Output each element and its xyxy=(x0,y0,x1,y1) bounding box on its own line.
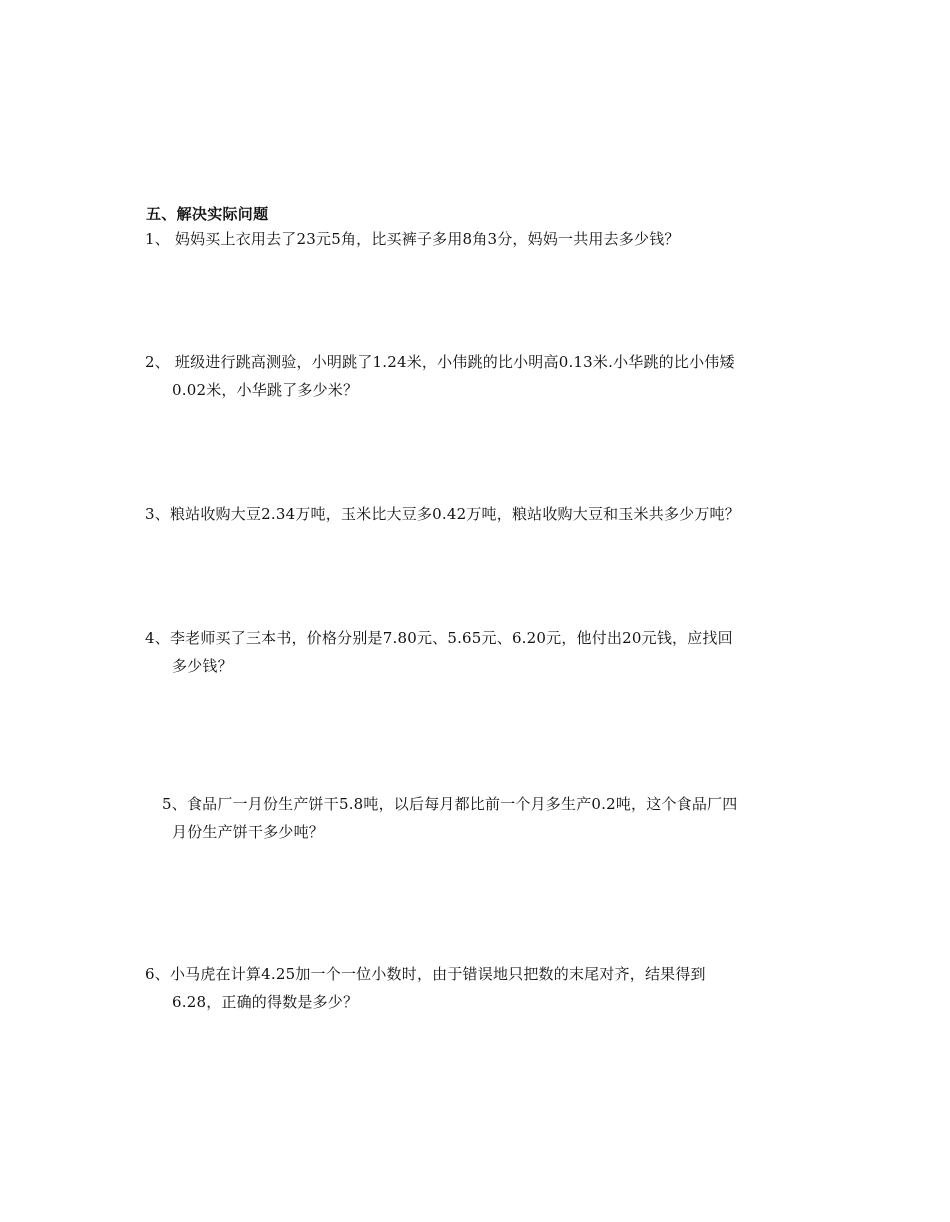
problem-1 xyxy=(145,225,680,253)
problem-3 xyxy=(145,500,740,528)
problem-4-text-continued: 多少钱？ xyxy=(172,657,233,675)
problem-1-text: 1、 妈妈买上衣用去了23元5角，比买裤子多用8角3分，妈妈一共用去多少钱？ xyxy=(145,230,680,248)
problem-6-text-continued: 6.28，正确的得数是多少？ xyxy=(172,993,359,1011)
problem-2-text: 2、 班级进行跳高测验，小明跳了1.24米，小伟跳的比小明高0.13米.小华跳的比小伟矮 xyxy=(145,353,735,371)
section-title: 五、解决实际问题 xyxy=(146,205,269,223)
problem-5-text-continued: 月份生产饼干多少吨？ xyxy=(172,823,325,841)
problem-5 xyxy=(162,790,737,846)
problem-6 xyxy=(145,960,706,1016)
problem-4 xyxy=(145,624,733,680)
problem-5-text: 5、食品厂一月份生产饼干5.8吨，以后每月都比前一个月多生产0.2吨，这个食品厂四 xyxy=(162,795,738,813)
problem-3-text: 3、粮站收购大豆2.34万吨，玉米比大豆多0.42万吨，粮站收购大豆和玉米共多少万吨？ xyxy=(145,505,740,523)
problem-6-text: 6、小马虎在计算4.25加一个一位小数时，由于错误地只把数的末尾对齐，结果得到 xyxy=(145,965,706,983)
problem-2-text-continued: 0.02米，小华跳了多少米？ xyxy=(172,381,359,399)
problem-2 xyxy=(145,348,735,404)
problem-4-text: 4、李老师买了三本书，价格分别是7.80元、5.65元、6.20元，他付出20元钱，应找回 xyxy=(145,629,733,647)
